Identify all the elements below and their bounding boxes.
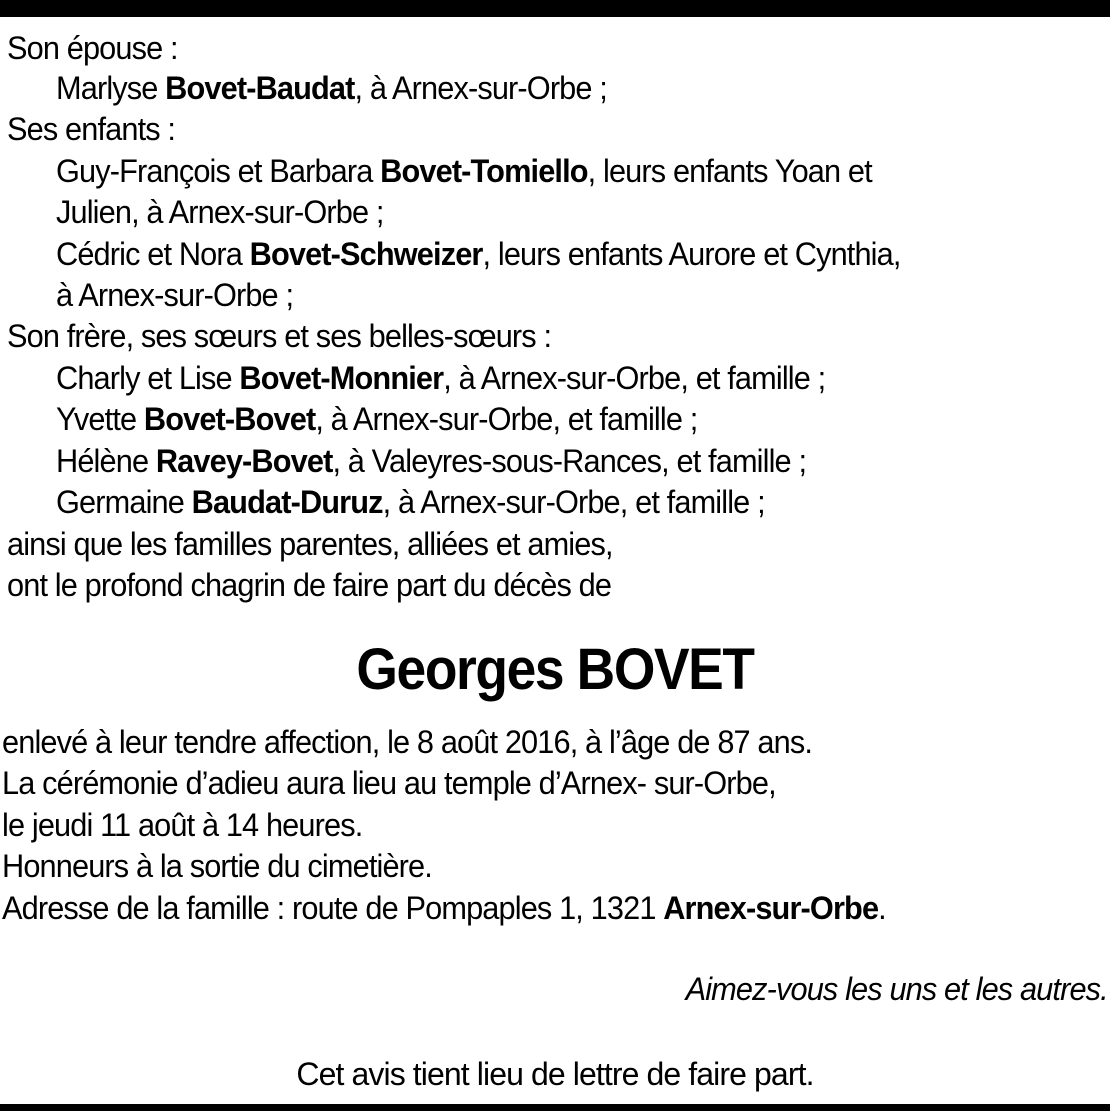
child1-entry bbox=[56, 150, 872, 192]
sibling3-details: , à Valeyres-sous-Rances, et famille ; bbox=[332, 443, 807, 479]
deceased-name: Georges BOVET bbox=[356, 637, 754, 702]
child2-entry bbox=[56, 233, 901, 275]
sibling1-entry bbox=[56, 357, 825, 399]
sibling4-entry bbox=[56, 481, 765, 523]
ceremony-date-line: le jeudi 11 août à 14 heures. bbox=[2, 807, 363, 843]
sibling2-surname: Bovet-Bovet bbox=[143, 401, 316, 437]
death-details-line: enlevé à leur tendre affection, le 8 août 2016, à l’âge de 87 ans. bbox=[2, 724, 813, 760]
ceremony-line: La cérémonie d’adieu aura lieu au temple d’Arnex- sur-Orbe, bbox=[2, 765, 776, 801]
child2-details: , leurs enfants Aurore et Cynthia, bbox=[482, 236, 901, 272]
spouse-first-name: Marlyse bbox=[56, 70, 166, 106]
honours-line: Honneurs à la sortie du cimetière. bbox=[2, 848, 432, 884]
siblings-header: Son frère, ses sœurs et ses belles-sœurs : bbox=[7, 318, 552, 354]
children-header: Ses enfants : bbox=[7, 111, 176, 147]
child2-continuation: à Arnex-sur-Orbe ; bbox=[56, 277, 294, 313]
sibling2-entry bbox=[56, 398, 697, 440]
top-rule bbox=[0, 0, 1110, 17]
sibling4-details: , à Arnex-sur-Orbe, et famille ; bbox=[382, 484, 765, 520]
address-period: . bbox=[878, 890, 886, 926]
announcement-line: ont le profond chagrin de faire part du décès de bbox=[7, 567, 612, 603]
child2-surname: Bovet-Schweizer bbox=[249, 236, 483, 272]
address-street: Adresse de la famille : route de Pompaples 1, 1321 bbox=[2, 890, 664, 926]
child1-surname: Bovet-Tomiello bbox=[380, 153, 588, 189]
bottom-rule bbox=[0, 1104, 1110, 1111]
child2-first-names: Cédric et Nora bbox=[56, 236, 250, 272]
child1-details: , leurs enfants Yoan et bbox=[587, 153, 872, 189]
address-town: Arnex-sur-Orbe bbox=[663, 890, 879, 926]
motto: Aimez-vous les uns et les autres. bbox=[685, 971, 1108, 1007]
sibling1-first-names: Charly et Lise bbox=[56, 360, 240, 396]
spouse-header: Son épouse : bbox=[7, 30, 178, 66]
sibling1-details: , à Arnex-sur-Orbe, et famille ; bbox=[443, 360, 826, 396]
sibling2-first-name: Yvette bbox=[56, 401, 144, 437]
child1-first-names: Guy-François et Barbara bbox=[56, 153, 381, 189]
footer-notice: Cet avis tient lieu de lettre de faire part. bbox=[296, 1056, 814, 1092]
families-line: ainsi que les familles parentes, alliées et amies, bbox=[7, 526, 613, 562]
sibling3-entry bbox=[56, 440, 806, 482]
sibling3-surname: Ravey-Bovet bbox=[155, 443, 333, 479]
sibling4-first-name: Germaine bbox=[56, 484, 192, 520]
spouse-location: , à Arnex-sur-Orbe ; bbox=[354, 70, 607, 106]
sibling2-details: , à Arnex-sur-Orbe, et famille ; bbox=[315, 401, 698, 437]
family-address-line bbox=[2, 887, 886, 929]
spouse-surname: Bovet-Baudat bbox=[165, 70, 355, 106]
spouse-entry bbox=[56, 67, 607, 109]
sibling1-surname: Bovet-Monnier bbox=[239, 360, 444, 396]
sibling4-surname: Baudat-Duruz bbox=[191, 484, 383, 520]
sibling3-first-name: Hélène bbox=[56, 443, 156, 479]
child1-continuation: Julien, à Arnex-sur-Orbe ; bbox=[56, 194, 384, 230]
